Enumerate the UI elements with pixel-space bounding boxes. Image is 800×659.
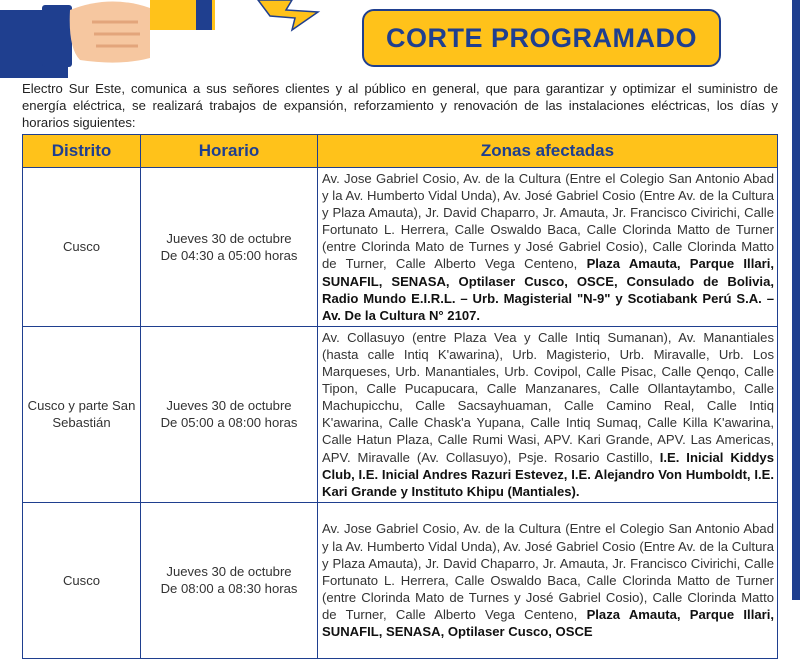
schedule-day: Jueves 30 de octubre — [166, 398, 292, 414]
title-banner — [362, 9, 721, 67]
district-cell: Cusco — [23, 168, 141, 327]
hand-shape — [70, 1, 150, 62]
zones-cell — [318, 502, 778, 658]
table-row — [23, 168, 778, 327]
page-title: CORTE PROGRAMADO — [386, 22, 697, 53]
megaphone-ring — [196, 0, 212, 30]
header-district: Distrito — [23, 135, 141, 168]
zones-cell — [318, 326, 778, 502]
table-row — [23, 326, 778, 502]
table-row — [23, 502, 778, 658]
lightning-bolt-icon — [258, 0, 318, 30]
schedule-time: De 04:30 a 05:00 horas — [160, 247, 298, 263]
district-cell: Cusco — [23, 502, 141, 658]
zones-text: Av. Collasuyo (entre Plaza Vea y Calle Intiq Sumanan), Av. Manantiales (hasta calle Intiq K'awarina), Urb. Magisterio, Urb. Miravalle, Urb. Los Marqueses, Urb. Manantiales, Urb. Covipol, Calle Pisac, Calle Qenqo, Calle Tipon, Calle Pucapucara, Calle Manzanares, Calle Ollantaytambo, Calle Machupicchu, Calle Sacsayhuaman, Calle Camino Real, Calle Intiq K'awarina, Calle Chask'a Yupana, Calle Intiq Sumaq, Calle Killa K'awarina, Calle Hatun Plaza, Calle Rumi Wasi, APV. Kari Grande, APV. Las Americas, APV. Miravalle (Av. Collasuyo), Psje. Rosario Castillo, — [322, 329, 774, 465]
intro-paragraph: Electro Sur Este, comunica a sus señores clientes y al público en general, que para garantizar y optimizar el suministro de energía eléctrica, se realizará trabajos de expansión, reforzamiento y renovación de las instalaciones eléctricas, los días y horarios siguientes: — [22, 81, 778, 130]
schedule-cell — [141, 326, 318, 502]
schedule-time: De 05:00 a 08:00 horas — [160, 415, 298, 431]
schedule-cell — [141, 502, 318, 658]
schedule-day: Jueves 30 de octubre — [166, 564, 292, 580]
zones-text: Av. Jose Gabriel Cosio, Av. de la Cultura (Entre el Colegio San Antonio Abad y la Av. Humberto Vidal Unda), Av. José Gabriel Cosio (Entre Av. de la Cultura y Plaza Amauta), Jr. David Chaparro, Jr. Amauta, Jr. Francisco Civirichi, Calle Fortunato L. Herrera, Calle Oswaldo Baca, Calle Clorinda Matto de Turner (entre Clorinda Mato de Turnes y José Gabriel Cosio), Calle Clorinda Matto de Turner, Calle Alberto Vega Centeno, — [322, 521, 774, 622]
schedule-time: De 08:00 a 08:30 horas — [160, 581, 298, 597]
megaphone-hand-icon — [0, 0, 330, 78]
header-zones: Zonas afectadas — [318, 135, 778, 168]
zones-bold-text: I.E. Inicial Kiddys Club, I.E. Inicial Andres Razuri Estevez, I.E. Alejandro Von Humboldt, I.E. Kari Grande y Instituto Khipu (Mantiales). — [322, 449, 774, 499]
schedule-day: Jueves 30 de octubre — [166, 230, 292, 246]
zones-bold-text: Plaza Amauta, Parque Illari, SUNAFIL, SENASA, Optilaser Cusco, OSCE — [322, 606, 774, 640]
zones-cell — [318, 168, 778, 327]
table-header-row — [23, 135, 778, 168]
header-schedule: Horario — [141, 135, 318, 168]
right-border-strip — [792, 0, 800, 600]
district-cell: Cusco y parte San Sebastián — [23, 326, 141, 502]
zones-text: Av. Jose Gabriel Cosio, Av. de la Cultura (Entre el Colegio San Antonio Abad y la Av. Humberto Vidal Unda), Av. José Gabriel Cosio (Entre Av. de la Cultura y Plaza Amauta), Jr. David Chaparro, Jr. Amauta, Jr. Francisco Civirichi, Calle Fortunato L. Herrera, Calle Oswaldo Baca, Calle Clorinda Matto de Turner (entre Clorinda Mato de Turnes y José Gabriel Cosio), Calle Clorinda Matto de Turner, Calle Alberto Vega Centeno, — [322, 171, 774, 272]
schedule-cell — [141, 168, 318, 327]
outage-schedule-table — [22, 134, 778, 659]
zones-bold-text: Plaza Amauta, Parque Illari, SUNAFIL, SENASA, Optilaser Cusco, OSCE, Consulado de Bolivia, Radio Mundo E.I.R.L. – Urb. Magisterial "N-9" y Scotiabank Perú S.A. – Av. De la Cultura N° 2107. — [322, 256, 774, 323]
sleeve-cuff — [42, 5, 72, 67]
